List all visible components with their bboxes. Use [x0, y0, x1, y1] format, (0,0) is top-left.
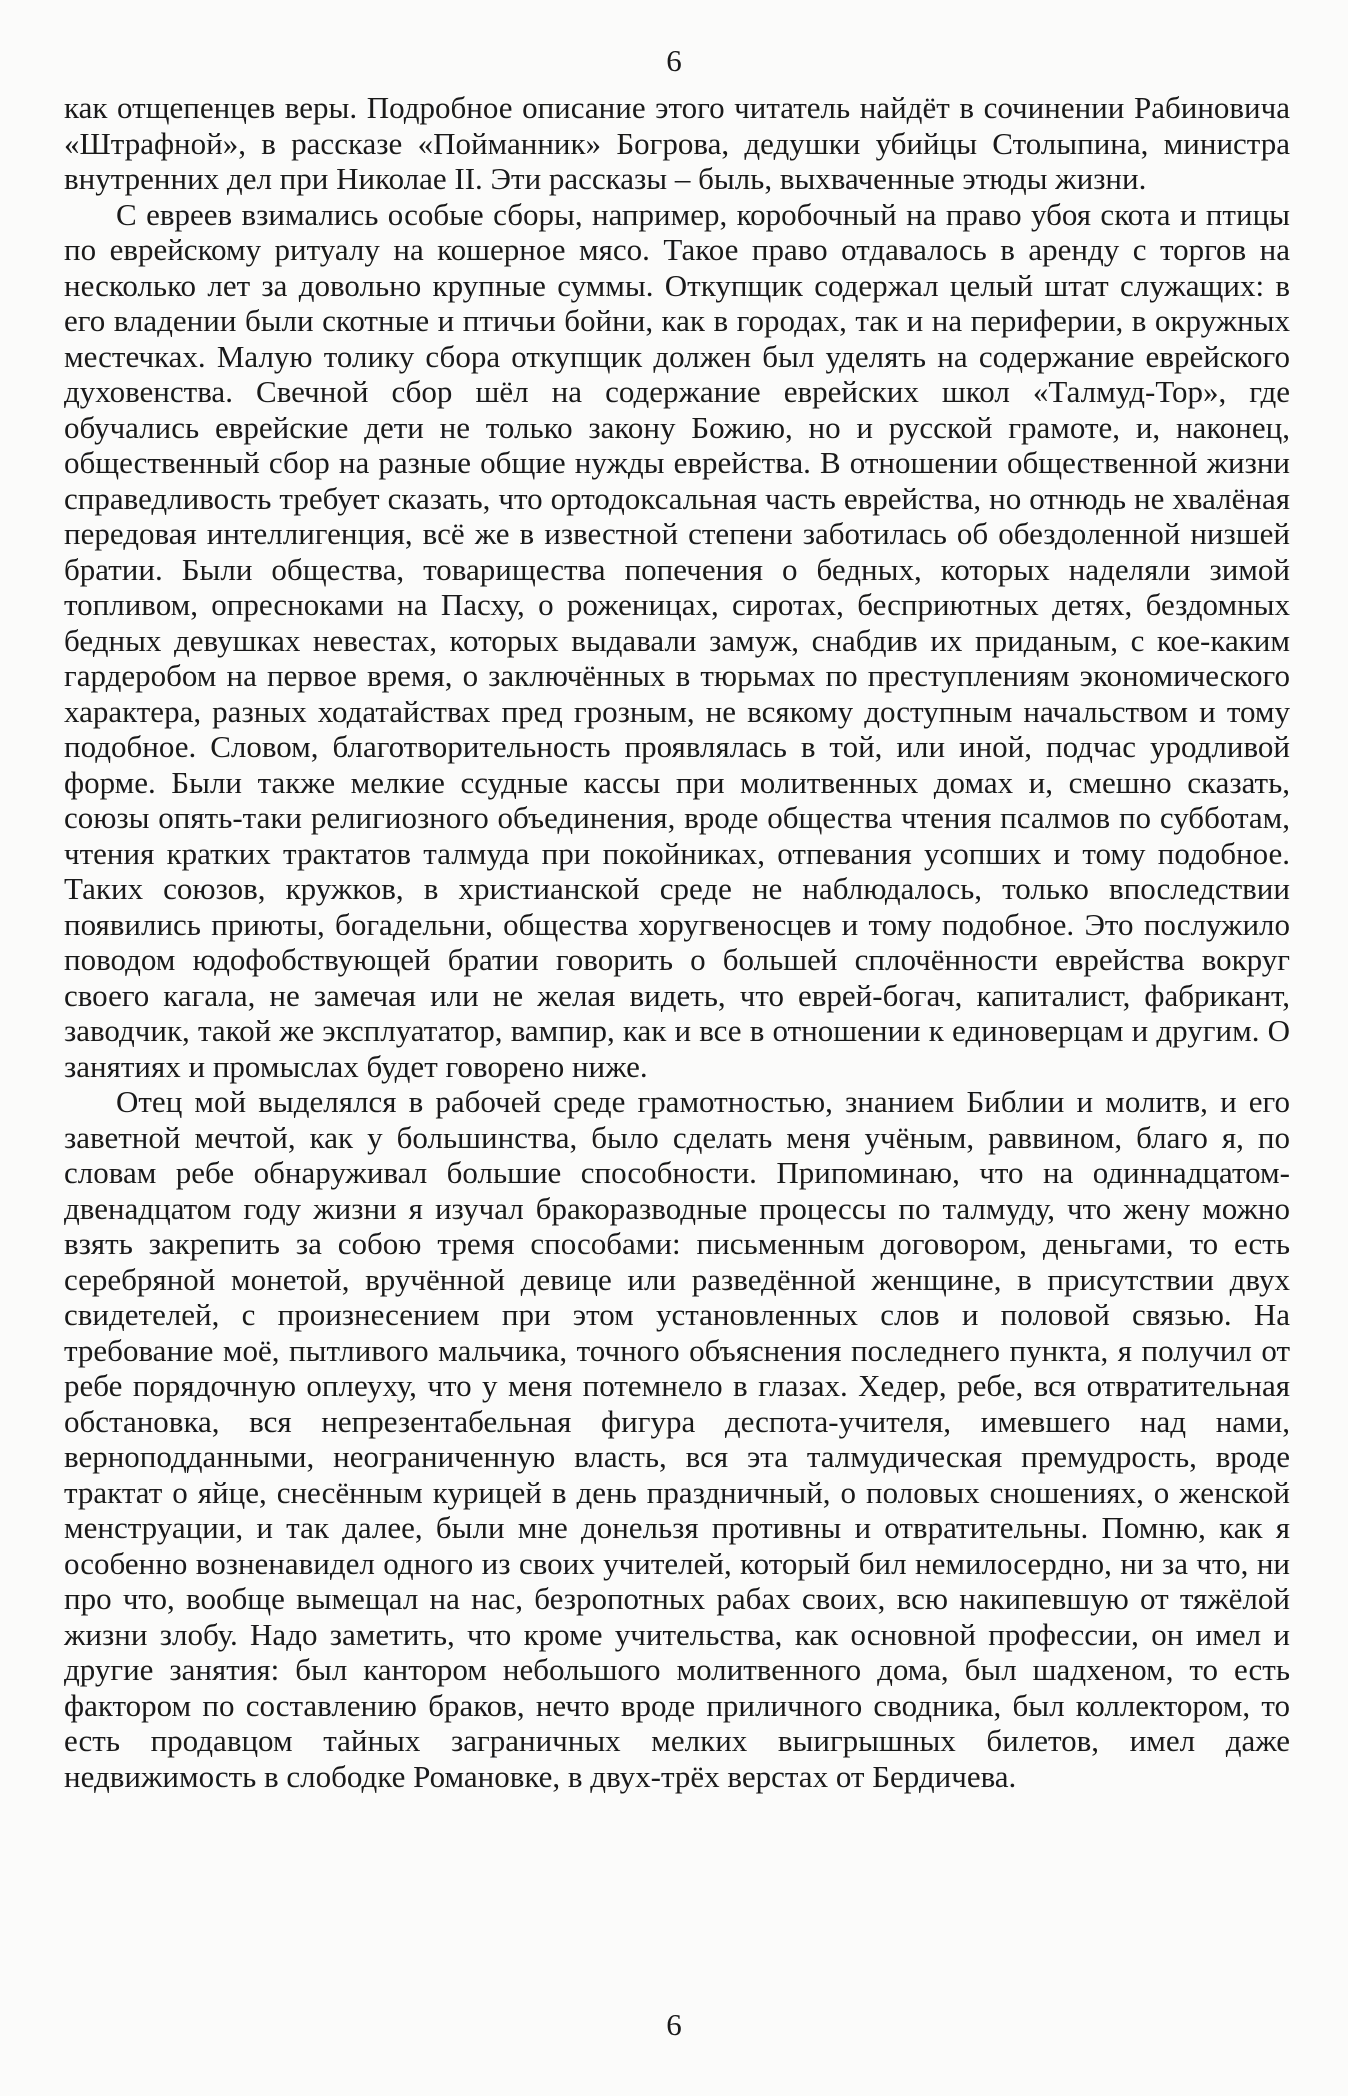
paragraph-2: С евреев взимались особые сборы, например, коробочный на право убоя скота и птицы по еврейскому ритуалу на кошерное мясо. Такое право отдавалось в аренду с торгов на несколько лет за довольно крупные суммы. Откупщик содержал целый штат служащих: в его владении были скотные и птичьи бойни, как в городах, так и на периферии, в окружных местечках. Малую толику сбора откупщик должен был уделять на содержание еврейского духовенства. Свечной сбор шёл на содержание еврейских школ «Талмуд-Тор», где обучались еврейские дети не только закону Божию, но и русской грамоте, и, наконец, общественный сбор на разные общие нужды еврейства. В отношении общественной жизни справедливость требует сказать, что ортодоксальная часть еврейства, но отнюдь не хвалёная передовая интеллигенция, всё же в известной степени заботилась об обездоленной низшей братии. Были общества, товарищества попечения о бедных, которых наделяли зимой топливом, опресноками на Пасху, о роженицах, сиротах, бесприютных детях, бездомных бедных девушках невестах, которых выдавали замуж, снабдив их приданым, с кое-каким гардеробом на первое время, о заключённых в тюрьмах по преступлениям экономического характера, разных ходатайствах пред грозным, не всякому доступным начальством и тому подобное. Словом, благотворительность проявлялась в той, или иной, подчас уродливой форме. Были также мелкие ссудные кассы при молитвенных домах и, смешно сказать, союзы опять-таки религиозного объединения, вроде общества чтения псалмов по субботам, чтения кратких трактатов талмуда при покойниках, отпевания усопших и тому подобное. Таких союзов, кружков, в христианской среде не наблюдалось, только впоследствии появились приюты, богадельни, общества хоругвеносцев и тому подобное. Это послужило поводом юдофобствующей братии говорить о большей сплочённости еврейства вокруг своего кагала, не замечая или не желая видеть, что еврей-богач, капиталист, фабрикант, заводчик, такой же эксплуататор, вампир, как и все в отношении к единоверцам и другим. О занятиях и промыслах будет говорено ниже. — [64, 196, 1290, 1084]
page-number-bottom: 6 — [666, 2007, 682, 2042]
page-number-top: 6 — [666, 43, 682, 78]
paragraph-3: Отец мой выделялся в рабочей среде грамотностью, знанием Библии и молитв, и его заветной мечтой, как у большинства, было сделать меня учёным, раввином, благо я, по словам ребе обнаруживал большие способности. Припоминаю, что на одиннадцатом-двенадцатом году жизни я изучал бракоразводные процессы по талмуду, что жену можно взять закрепить за собою тремя способами: письменным договором, деньгами, то есть серебряной монетой, вручённой девице или разведённой женщине, в присутствии двух свидетелей, с произнесением при этом установленных слов и половой связью. На требование моё, пытливого мальчика, точного объяснения последнего пункта, я получил от ребе порядочную оплеуху, что у меня потемнело в глазах. Хедер, ребе, вся отвратительная обстановка, вся непрезентабельная фигура деспота-учителя, имевшего над нами, верноподданными, неограниченную власть, вся эта талмудическая премудрость, вроде трактат о яйце, снесённым курицей в день праздничный, о половых сношениях, о женской менструации, и так далее, были мне донельзя противны и отвратительны. Помню, как я особенно возненавидел одного из своих учителей, который бил немилосердно, ни за что, ни про что, вообще вымещал на нас, безропотных рабах своих, всю накипевшую от тяжёлой жизни злобу. Надо заметить, что кроме учительства, как основной профессии, он имел и другие занятия: был кантором небольшого молитвенного дома, был шадхеном, то есть фактором по составлению браков, нечто вроде приличного сводника, был коллектором, то есть продавцом тайных заграничных мелких выигрышных билетов, имел даже недвижимость в слободке Романовке, в двух-трёх верстах от Бердичева. — [64, 1084, 1290, 1794]
body-text — [64, 90, 1290, 1794]
paragraph-1: как отщепенцев веры. Подробное описание этого читатель найдёт в сочинении Рабиновича «Штрафной», в рассказе «Пойманник» Богрова, дедушки убийцы Столыпина, министра внутренних дел при Николае II. Эти рассказы – быль, выхваченные этюды жизни. — [64, 90, 1290, 196]
